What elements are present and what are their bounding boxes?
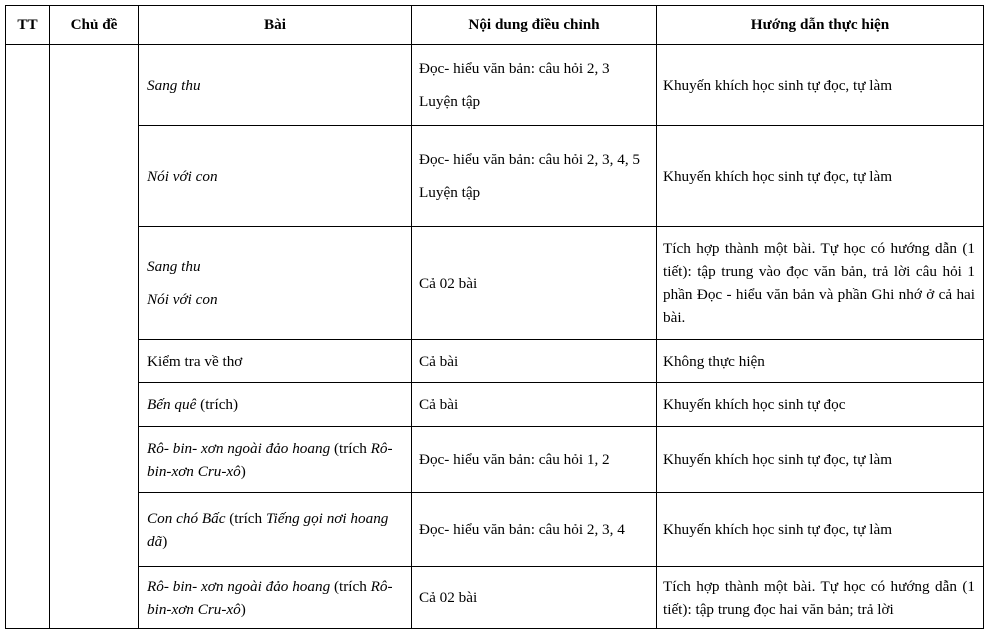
huong-dan-cell: Khuyến khích học sinh tự đọc (657, 383, 984, 427)
noi-dung-cell (412, 227, 657, 340)
header-tt: TT (6, 6, 50, 45)
bai-cell (139, 340, 412, 383)
lesson-excerpt-suffix: ) (240, 600, 246, 618)
noi-dung-cell (412, 126, 657, 227)
lesson-excerpt-prefix: (trích (330, 439, 371, 457)
lesson-title: Bến quê (147, 396, 197, 413)
noi-dung-cell (412, 493, 657, 567)
table-row (6, 383, 984, 427)
chu-de-cell (50, 45, 139, 629)
lesson-excerpt-suffix: ) (162, 532, 168, 550)
table-row (6, 427, 984, 493)
table-row (6, 227, 984, 340)
bai-cell (139, 493, 412, 567)
lesson-title: Rô- bin- xơn ngoài đảo hoang (147, 439, 331, 457)
bai-cell (139, 126, 412, 227)
noi-dung-cell (412, 427, 657, 493)
lesson-title: Rô- bin- xơn ngoài đảo hoang (147, 577, 331, 595)
lesson-excerpt-suffix: ) (240, 462, 246, 480)
content-line: Luyện tập (419, 93, 481, 110)
header-chu-de: Chủ đề (50, 6, 139, 45)
table-row (6, 45, 984, 126)
content-line: Đọc- hiểu văn bản: câu hỏi 2, 3, 4 (419, 521, 625, 538)
content-line: Đọc- hiểu văn bản: câu hỏi 2, 3 (419, 60, 610, 77)
lesson-title: Sang thu (147, 76, 201, 94)
huong-dan-cell: Khuyến khích học sinh tự đọc, tự làm (657, 493, 984, 567)
lesson-suffix: (trích) (196, 396, 239, 413)
huong-dan-cell: Tích hợp thành một bài. Tự học có hướng dẫn (1 tiết): tập trung vào đọc văn bản, trả lời câu hỏi 1 phần Đọc - hiểu văn bản và phần Ghi nhớ ở cả hai bài. (657, 227, 984, 340)
table-row (6, 493, 984, 567)
bai-cell (139, 383, 412, 427)
huong-dan-cell: Khuyến khích học sinh tự đọc, tự làm (657, 45, 984, 126)
noi-dung-cell (412, 45, 657, 126)
huong-dan-cell: Khuyến khích học sinh tự đọc, tự làm (657, 126, 984, 227)
bai-cell (139, 227, 412, 340)
content-line: Cả 02 bài (419, 589, 478, 606)
content-line: Cả bài (419, 352, 459, 370)
huong-dan-cell: Khuyến khích học sinh tự đọc, tự làm (657, 427, 984, 493)
content-line: Cả 02 bài (419, 274, 478, 292)
header-bai: Bài (139, 6, 412, 45)
noi-dung-cell (412, 383, 657, 427)
lesson-title: Nói với con (147, 291, 218, 308)
adjustment-table (5, 5, 984, 629)
lesson-title: Sang thu (147, 258, 201, 275)
noi-dung-cell (412, 567, 657, 629)
lesson-source: Rô-bin-xơn Cru-xô (147, 439, 393, 480)
bai-cell (139, 567, 412, 629)
huong-dan-cell: Tích hợp thành một bài. Tự học có hướng dẫn (1 tiết): tập trung đọc hai văn bản; trả lời (657, 567, 984, 629)
noi-dung-cell (412, 340, 657, 383)
bai-cell (139, 427, 412, 493)
content-line: Cả bài (419, 396, 459, 413)
lesson-source: Tiếng gọi nơi hoang dã (147, 509, 389, 550)
tt-cell (6, 45, 50, 629)
header-huong-dan: Hướng dẫn thực hiện (657, 6, 984, 45)
bai-cell (139, 45, 412, 126)
lesson-title: Con chó Bấc (147, 509, 226, 527)
content-line: Đọc- hiểu văn bản: câu hỏi 2, 3, 4, 5 (419, 151, 641, 168)
header-row (6, 6, 984, 45)
lesson-source: Rô-bin-xơn Cru-xô (147, 577, 393, 618)
table-row (6, 567, 984, 629)
table-row (6, 340, 984, 383)
lesson-excerpt-prefix: (trích (330, 577, 371, 595)
lesson-title: Kiểm tra về thơ (147, 352, 243, 370)
huong-dan-cell: Không thực hiện (657, 340, 984, 383)
content-line: Luyện tập (419, 184, 481, 201)
lesson-excerpt-prefix: (trích (225, 509, 266, 527)
header-noi-dung: Nội dung điều chỉnh (412, 6, 657, 45)
content-line: Đọc- hiểu văn bản: câu hỏi 1, 2 (419, 451, 610, 468)
table-row (6, 126, 984, 227)
lesson-title: Nói với con (147, 167, 218, 185)
